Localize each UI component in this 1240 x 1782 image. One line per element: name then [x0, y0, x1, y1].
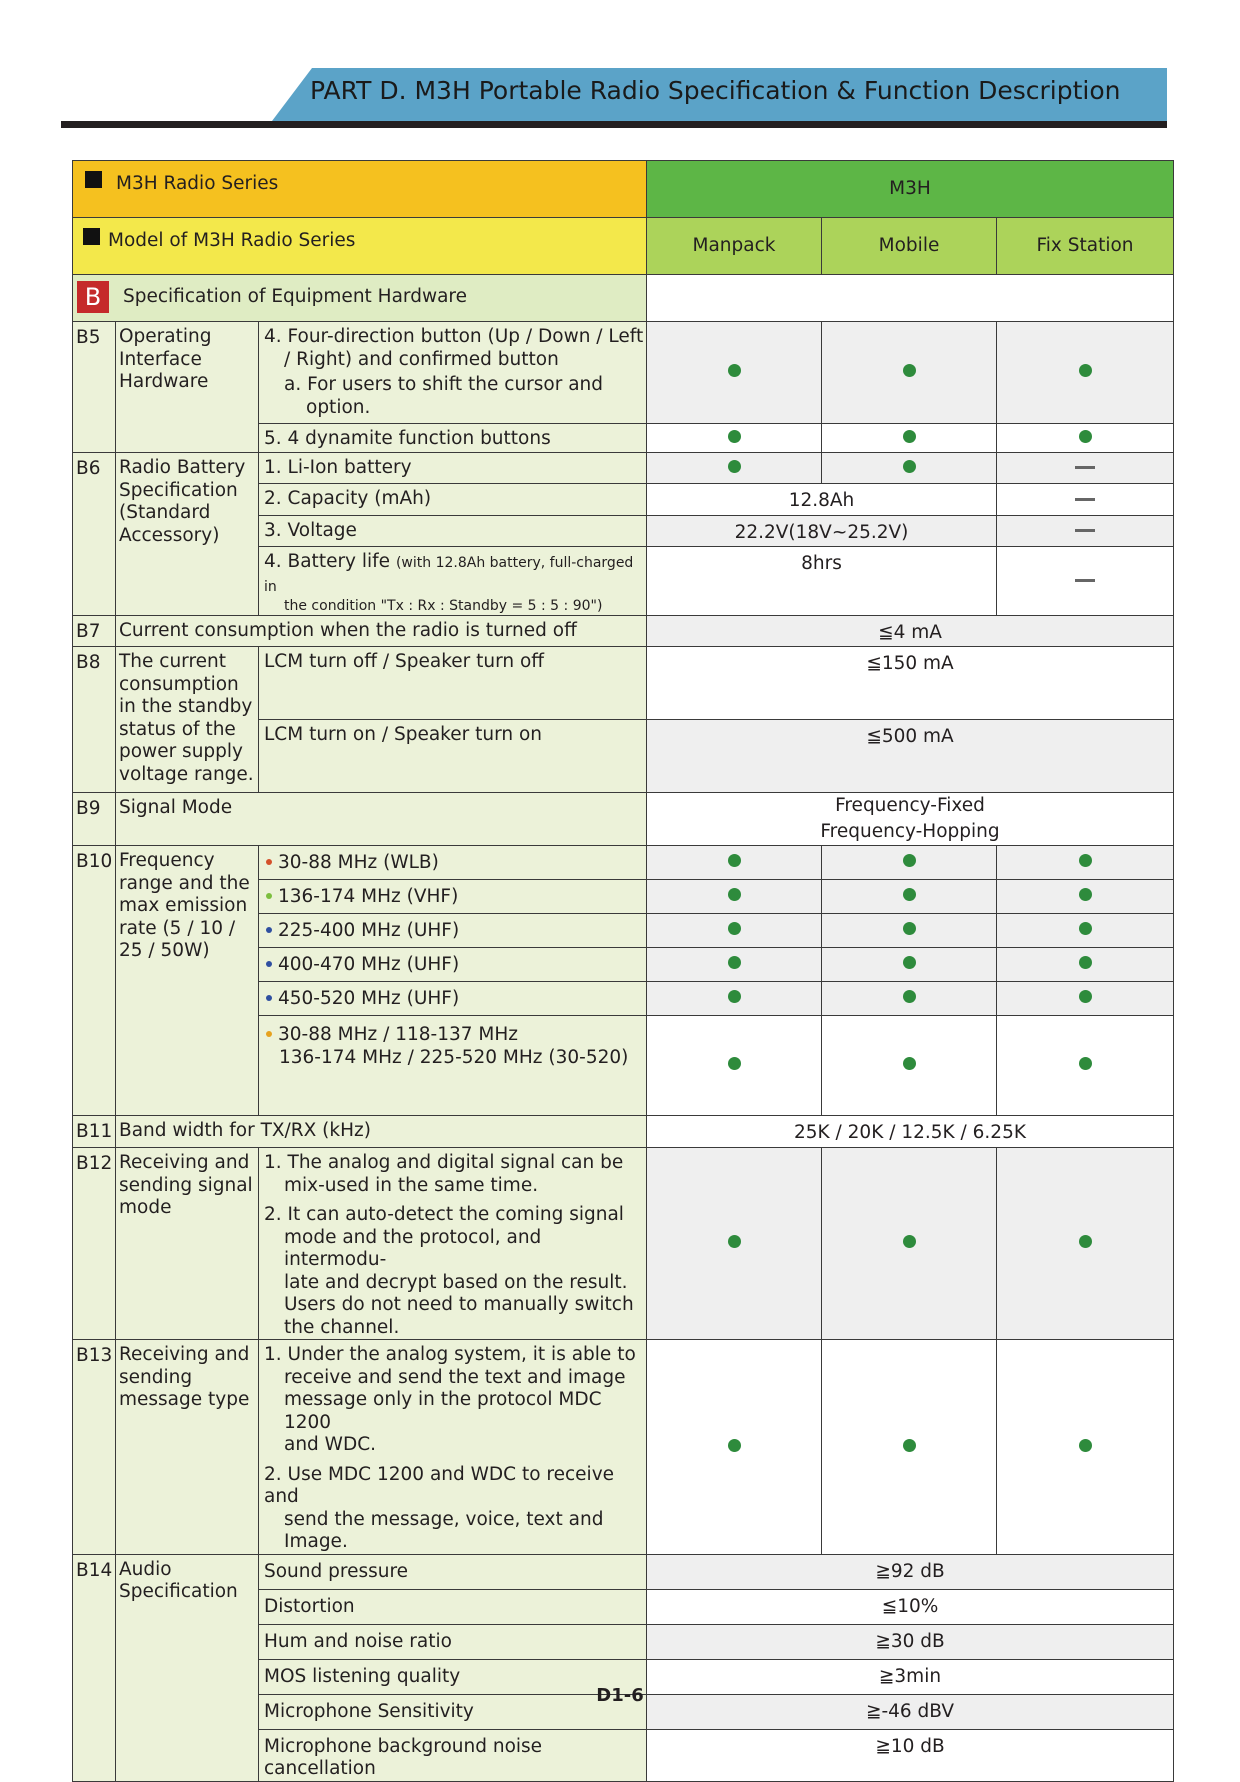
b14-value: ≧30 dB — [647, 1624, 1174, 1659]
b12-fix — [997, 1148, 1174, 1340]
b9-value-2: Frequency-Hopping — [820, 821, 1000, 842]
b6-item1-manpack — [647, 453, 822, 484]
b10-band-6-manpack — [647, 1016, 822, 1116]
b8-sub2: LCM turn on / Speaker turn on — [259, 720, 647, 793]
b13-manpack — [647, 1340, 822, 1555]
b6-item4-note1: (with 12.8Ah battery, full-charged in — [264, 555, 634, 595]
b6-item4-note2: the condition "Tx : Rx : Standby = 5 : 5 : 90") — [284, 598, 603, 614]
b14-label: Microphone background noise cancellation — [259, 1729, 647, 1781]
model-row — [73, 218, 1174, 275]
b5-item4-manpack — [647, 322, 822, 424]
page-title: PART D. M3H Portable Radio Specification & Function Description — [310, 76, 1121, 105]
b11-value: 25K / 20K / 12.5K / 6.25K — [647, 1116, 1174, 1148]
b10-band-5-mobile — [822, 982, 997, 1016]
series-label: M3H Radio Series — [116, 173, 279, 194]
square-bullet-icon — [85, 171, 102, 188]
b10-band-label: 30-88 MHz (WLB) — [278, 852, 439, 873]
b13-p1-l4: and WDC. — [284, 1434, 377, 1455]
b10-code: B10 — [73, 846, 116, 1116]
dot-icon — [903, 460, 916, 473]
page-number: D1-6 — [596, 1685, 644, 1706]
b10-band-1-mobile — [822, 846, 997, 880]
dash-icon — [1075, 529, 1095, 532]
b12-p2-l1: 2. It can auto-detect the coming signal — [264, 1204, 624, 1225]
b9-value — [647, 793, 1174, 846]
b13-code: B13 — [73, 1340, 116, 1555]
b14-code: B14 — [73, 1554, 116, 1781]
dot-icon — [903, 364, 916, 377]
b14-value: ≧92 dB — [647, 1554, 1174, 1589]
b12-code: B12 — [73, 1148, 116, 1340]
b6-row-1 — [73, 453, 1174, 484]
b5-item4-line2: / Right) and confirmed button — [284, 348, 559, 370]
dot-icon — [1079, 1235, 1092, 1248]
dot-icon — [903, 888, 916, 901]
b10-band-4-manpack — [647, 948, 822, 982]
b9-name: Signal Mode — [116, 793, 647, 846]
b5-item4-mobile — [822, 322, 997, 424]
b14-label: MOS listening quality — [259, 1659, 647, 1694]
dot-icon — [728, 430, 741, 443]
b6-item1: 1. Li-Ion battery — [259, 453, 647, 484]
b10-row-1 — [73, 846, 1174, 880]
b14-value: ≦10% — [647, 1589, 1174, 1624]
b5-item4 — [259, 322, 647, 424]
dot-icon — [1079, 430, 1092, 443]
bullet-icon — [266, 893, 272, 899]
b14-label: Hum and noise ratio — [259, 1624, 647, 1659]
dot-icon — [903, 956, 916, 969]
b14-value: ≧10 dB — [647, 1729, 1174, 1781]
b5-item5: 5. 4 dynamite function buttons — [259, 424, 647, 453]
dot-icon — [1079, 854, 1092, 867]
dot-icon — [728, 460, 741, 473]
b6-item3-value: 22.2V(18V~25.2V) — [647, 516, 997, 547]
b12-mobile — [822, 1148, 997, 1340]
b10-band-1-fix — [997, 846, 1174, 880]
dot-icon — [728, 922, 741, 935]
b6-item2: 2. Capacity (mAh) — [259, 484, 647, 516]
b10-band-2-mobile — [822, 880, 997, 914]
section-title: Specification of Equipment Hardware — [123, 286, 467, 307]
dot-icon — [1079, 1439, 1092, 1452]
dot-icon — [1079, 956, 1092, 969]
b13-p1-l1: 1. Under the analog system, it is able to — [264, 1344, 636, 1365]
b10-band-label-2: 136-174 MHz / 225-520 MHz (30-520) — [279, 1046, 629, 1068]
series-row — [73, 161, 1174, 218]
header-rule — [61, 121, 1167, 128]
b14-value: ≧-46 dBV — [647, 1694, 1174, 1729]
b13-p2-l1: 2. Use MDC 1200 and WDC to receive and — [264, 1463, 615, 1507]
b7-code: B7 — [73, 616, 116, 647]
b10-band-5 — [259, 982, 647, 1016]
b12-row — [73, 1148, 1174, 1340]
dot-icon — [903, 854, 916, 867]
b6-item1-mobile — [822, 453, 997, 484]
dot-icon — [903, 430, 916, 443]
b13-p2-l3: Image. — [284, 1531, 348, 1552]
b6-item1-fix — [997, 453, 1174, 484]
b10-band-3-manpack — [647, 914, 822, 948]
b10-name: Frequency range and the max emission rate (5 / 10 / 25 / 50W) — [116, 846, 259, 1116]
dot-icon — [728, 854, 741, 867]
b10-band-4 — [259, 948, 647, 982]
b10-band-4-mobile — [822, 948, 997, 982]
b6-code: B6 — [73, 453, 116, 616]
dash-icon — [1075, 579, 1095, 582]
b6-item4-value: 8hrs — [647, 547, 997, 616]
series-label-cell — [73, 161, 647, 218]
b6-item3-fix — [997, 516, 1174, 547]
b10-band-label: 450-520 MHz (UHF) — [278, 988, 460, 1009]
b10-band-1 — [259, 846, 647, 880]
model-label-cell — [73, 218, 647, 275]
b9-value-1: Frequency-Fixed — [835, 795, 985, 816]
b6-name: Radio Battery Specification (Standard Accessory) — [116, 453, 259, 616]
b12-manpack — [647, 1148, 822, 1340]
dot-icon — [728, 1439, 741, 1452]
bullet-icon — [266, 927, 272, 933]
b13-desc — [259, 1340, 647, 1555]
section-b-title-cell — [73, 275, 647, 322]
b12-p2-l2: mode and the protocol, and intermodu- — [284, 1226, 542, 1270]
b10-band-3-mobile — [822, 914, 997, 948]
b12-name: Receiving and sending signal mode — [116, 1148, 259, 1340]
b5-item4-fix — [997, 322, 1174, 424]
b10-band-5-manpack — [647, 982, 822, 1016]
b5-name: Operating Interface Hardware — [116, 322, 259, 453]
b8-row-1 — [73, 647, 1174, 720]
square-bullet-icon — [83, 228, 100, 245]
b5-code: B5 — [73, 322, 116, 453]
b9-row — [73, 793, 1174, 846]
b8-sub1: LCM turn off / Speaker turn off — [259, 647, 647, 720]
b7-row — [73, 616, 1174, 647]
b9-code: B9 — [73, 793, 116, 846]
b13-p1-l2: receive and send the text and image — [284, 1366, 626, 1388]
b12-p2-l5: the channel. — [284, 1316, 400, 1338]
b13-fix — [997, 1340, 1174, 1555]
dot-icon — [1079, 1057, 1092, 1070]
dot-icon — [728, 888, 741, 901]
model-mobile: Mobile — [822, 218, 997, 275]
bullet-icon — [266, 1031, 272, 1037]
b14-name: Audio Specification — [116, 1554, 259, 1781]
b5-item4a-line1: a. For users to shift the cursor and — [284, 374, 604, 395]
dot-icon — [903, 922, 916, 935]
dash-icon — [1075, 466, 1095, 469]
b10-band-2-manpack — [647, 880, 822, 914]
b14-label: Distortion — [259, 1589, 647, 1624]
b11-name: Band width for TX/RX (kHz) — [116, 1116, 647, 1148]
b6-item3: 3. Voltage — [259, 516, 647, 547]
b8-val2: ≦500 mA — [647, 720, 1174, 793]
b6-item4-fix — [997, 547, 1174, 616]
b10-band-4-fix — [997, 948, 1174, 982]
model-label: Model of M3H Radio Series — [108, 230, 356, 251]
bullet-icon — [266, 961, 272, 967]
section-letter-badge: B — [77, 281, 109, 313]
dot-icon — [728, 364, 741, 377]
b10-band-label: 136-174 MHz (VHF) — [278, 886, 459, 907]
dot-icon — [1079, 990, 1092, 1003]
b12-p2-l3: late and decrypt based on the result. — [284, 1271, 628, 1293]
section-b-empty — [647, 275, 1174, 322]
spec-table — [72, 160, 1174, 1782]
b10-band-3 — [259, 914, 647, 948]
b6-item2-fix — [997, 484, 1174, 516]
section-b-row — [73, 275, 1174, 322]
dot-icon — [728, 1057, 741, 1070]
dot-icon — [903, 1057, 916, 1070]
series-value: M3H — [647, 161, 1174, 218]
b5-item4-line1: 4. Four-direction button (Up / Down / Left — [264, 326, 644, 347]
b6-item4 — [259, 547, 647, 616]
b11-code: B11 — [73, 1116, 116, 1148]
b8-name: The current consumption in the standby status of the power supply voltage range. — [116, 647, 259, 793]
dot-icon — [1079, 364, 1092, 377]
b13-row — [73, 1340, 1174, 1555]
b12-desc — [259, 1148, 647, 1340]
b7-name: Current consumption when the radio is turned off — [116, 616, 647, 647]
b14-label: Sound pressure — [259, 1554, 647, 1589]
b5-row-1 — [73, 322, 1174, 424]
b5-item4a-line2: option. — [306, 396, 371, 418]
dash-icon — [1075, 498, 1095, 501]
dot-icon — [903, 1439, 916, 1452]
dot-icon — [728, 990, 741, 1003]
dot-icon — [903, 1235, 916, 1248]
b6-item4-main: 4. Battery life — [264, 551, 391, 572]
b13-mobile — [822, 1340, 997, 1555]
bullet-icon — [266, 995, 272, 1001]
b5-item5-mobile — [822, 424, 997, 453]
b10-band-label: 225-400 MHz (UHF) — [278, 920, 460, 941]
b10-band-2 — [259, 880, 647, 914]
b6-item2-value: 12.8Ah — [647, 484, 997, 516]
b10-band-6-fix — [997, 1016, 1174, 1116]
model-fix-station: Fix Station — [997, 218, 1174, 275]
b5-item5-fix — [997, 424, 1174, 453]
b8-val1: ≦150 mA — [647, 647, 1174, 720]
b10-band-label: 400-470 MHz (UHF) — [278, 954, 460, 975]
dot-icon — [1079, 888, 1092, 901]
b13-p2-l2: send the message, voice, text and — [284, 1508, 604, 1530]
b10-band-5-fix — [997, 982, 1174, 1016]
b14-row-1 — [73, 1554, 1174, 1589]
b10-band-label: 30-88 MHz / 118-137 MHz — [278, 1024, 518, 1045]
b10-band-6 — [259, 1016, 647, 1116]
b13-name: Receiving and sending message type — [116, 1340, 259, 1555]
bullet-icon — [266, 859, 272, 865]
b10-band-2-fix — [997, 880, 1174, 914]
b7-value: ≦4 mA — [647, 616, 1174, 647]
b10-band-1-manpack — [647, 846, 822, 880]
b13-p1-l3: message only in the protocol MDC 1200 — [284, 1389, 602, 1433]
model-manpack: Manpack — [647, 218, 822, 275]
b14-value: ≧3min — [647, 1659, 1174, 1694]
b8-code: B8 — [73, 647, 116, 793]
b12-p1-l1: 1. The analog and digital signal can be — [264, 1152, 624, 1173]
dot-icon — [728, 956, 741, 969]
b10-band-6-mobile — [822, 1016, 997, 1116]
b12-p2-l4: Users do not need to manually switch — [284, 1294, 634, 1315]
b10-band-3-fix — [997, 914, 1174, 948]
b12-p1-l2: mix-used in the same time. — [284, 1174, 539, 1196]
dot-icon — [1079, 922, 1092, 935]
b11-row — [73, 1116, 1174, 1148]
b5-item5-manpack — [647, 424, 822, 453]
b14-label: Microphone Sensitivity — [259, 1694, 647, 1729]
dot-icon — [903, 990, 916, 1003]
dot-icon — [728, 1235, 741, 1248]
